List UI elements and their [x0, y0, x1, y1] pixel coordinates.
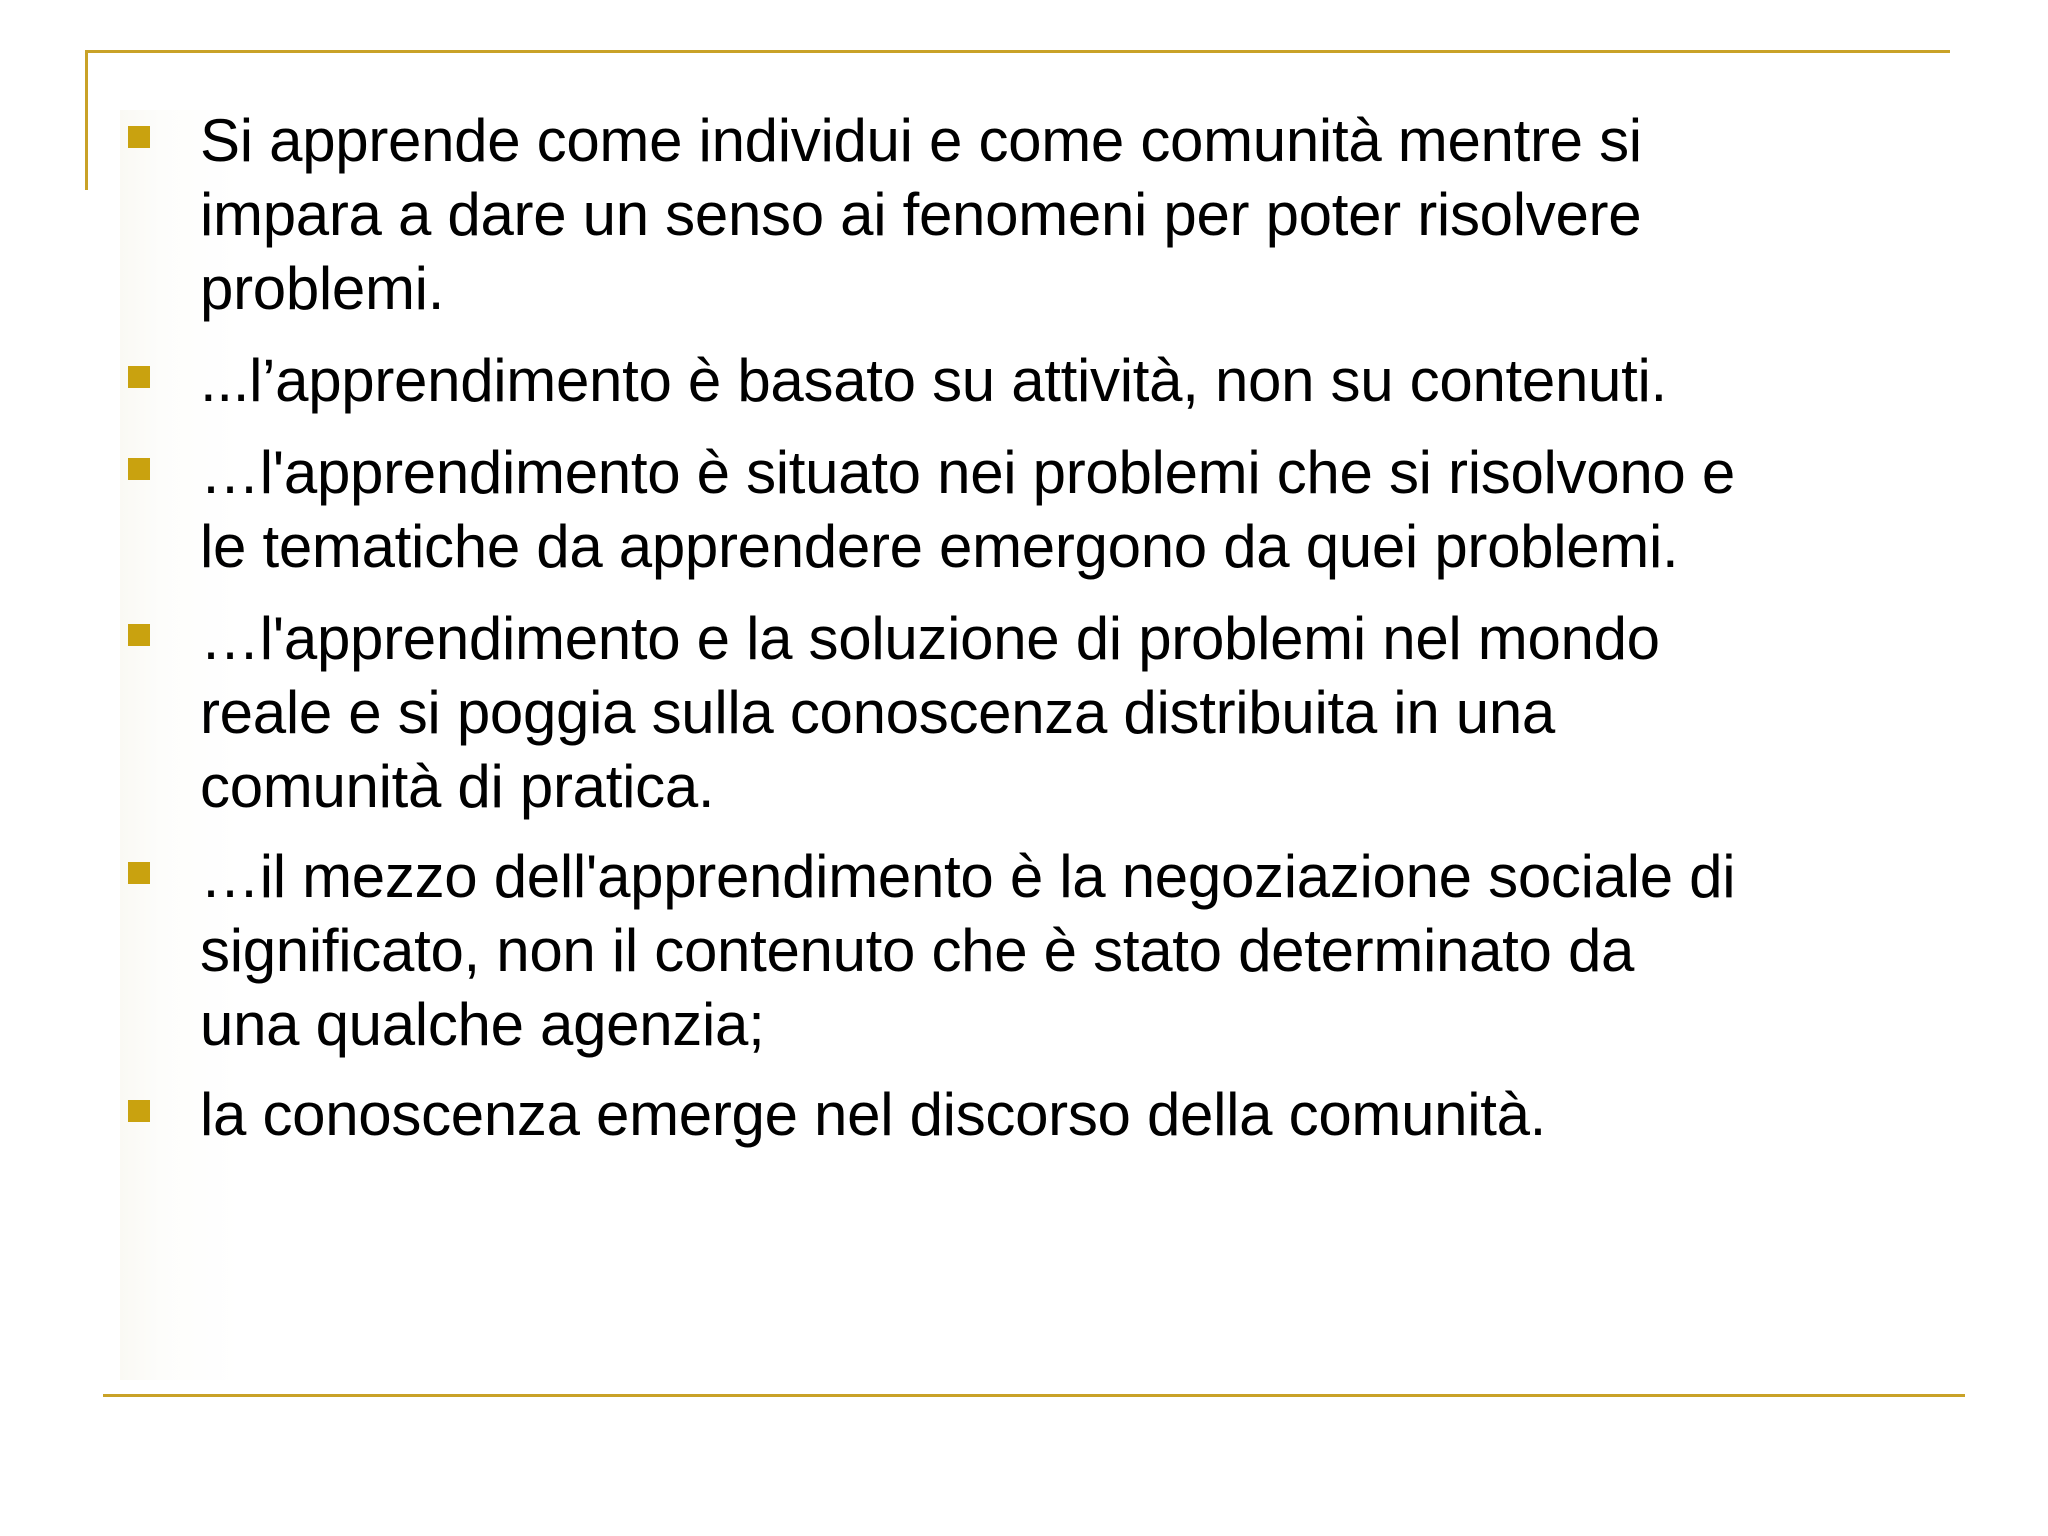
- bullet-text: [200, 1078, 1968, 1152]
- bullet-item: [128, 1078, 1968, 1152]
- square-bullet-icon: [128, 1100, 150, 1122]
- bullet-line: Si apprende come individui e come comunità mentre si: [200, 107, 1642, 174]
- bullet-line: …l'apprendimento e la soluzione di problemi nel mondo: [200, 605, 1660, 672]
- bullet-item: [128, 104, 1968, 326]
- square-bullet-icon: [128, 862, 150, 884]
- bullet-item: [128, 344, 1968, 418]
- bullet-text: [200, 840, 1968, 1062]
- bullet-line: una qualche agenzia;: [200, 991, 765, 1058]
- bullet-text: [200, 104, 1968, 326]
- bullet-line: le tematiche da apprendere emergono da quei problemi.: [200, 513, 1679, 580]
- bullet-text: [200, 344, 1968, 418]
- bullet-item: [128, 840, 1968, 1062]
- bullet-line: impara a dare un senso ai fenomeni per poter risolvere: [200, 181, 1642, 248]
- bullet-line: …l'apprendimento è situato nei problemi che si risolvono e: [200, 439, 1735, 506]
- bullet-text: [200, 602, 1968, 824]
- square-bullet-icon: [128, 458, 150, 480]
- bullet-line: la conoscenza emerge nel discorso della comunità.: [200, 1081, 1547, 1148]
- square-bullet-icon: [128, 366, 150, 388]
- bullet-line: problemi.: [200, 255, 445, 322]
- bullet-line: reale e si poggia sulla conoscenza distribuita in una: [200, 679, 1555, 746]
- bullet-line: significato, non il contenuto che è stato determinato da: [200, 917, 1635, 984]
- square-bullet-icon: [128, 624, 150, 646]
- bullet-item: [128, 436, 1968, 584]
- bullet-item: [128, 602, 1968, 824]
- bullet-line: comunità di pratica.: [200, 753, 715, 820]
- bullet-line: …il mezzo dell'apprendimento è la negoziazione sociale di: [200, 843, 1736, 910]
- bullet-line: ...l’apprendimento è basato su attività, non su contenuti.: [200, 347, 1667, 414]
- bullet-text: [200, 436, 1968, 584]
- square-bullet-icon: [128, 126, 150, 148]
